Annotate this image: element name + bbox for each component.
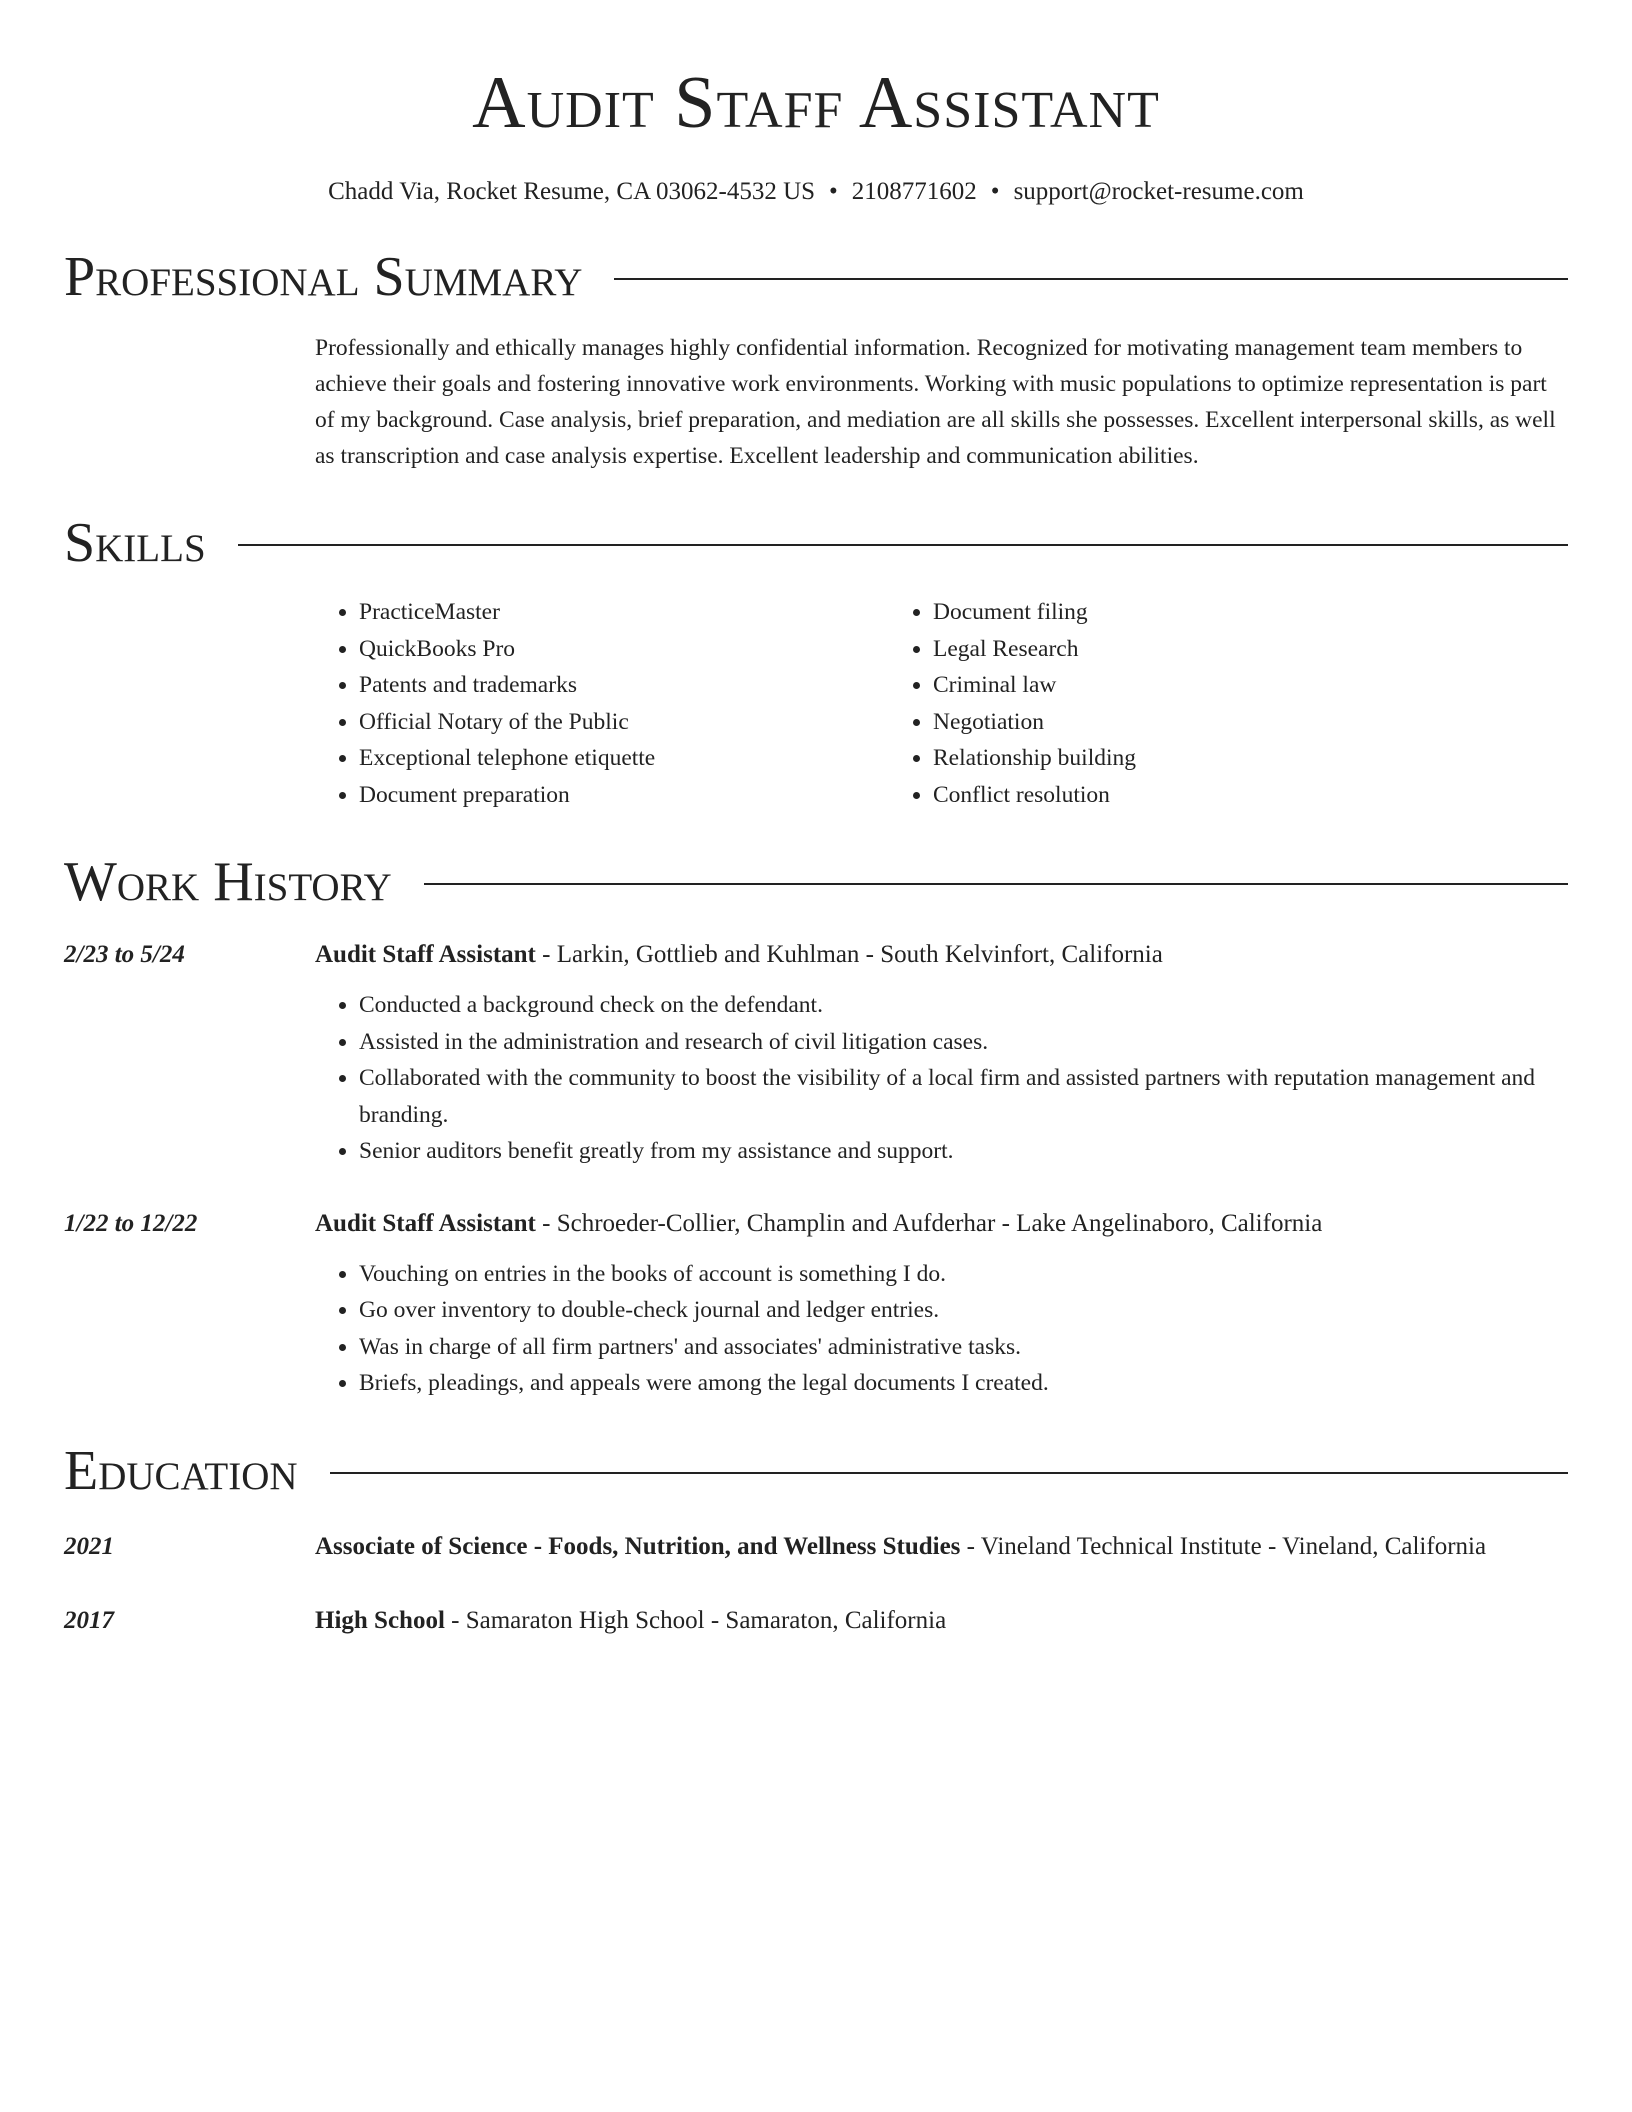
- skill-item: • Negotiation: [933, 704, 1568, 741]
- contact-line: [64, 176, 1568, 208]
- education-degree: High School: [315, 1606, 445, 1634]
- job-bullet: • Was in charge of all firm partners' and associates' administrative tasks.: [359, 1329, 1568, 1366]
- work-section-header: [64, 847, 1568, 917]
- skill-item: • Official Notary of the Public: [359, 704, 889, 741]
- skill-item: • Exceptional telephone etiquette: [359, 740, 889, 777]
- skills-heading: Skills: [64, 512, 206, 574]
- skills-list: [315, 594, 1568, 813]
- job-bullets: [315, 987, 1568, 1170]
- job-entry: [64, 1206, 1568, 1402]
- section-divider: [330, 1472, 1568, 1474]
- summary-heading: Professional Summary: [64, 246, 583, 308]
- job-body: [315, 937, 1568, 1170]
- skills-section-header: [64, 508, 1568, 578]
- skill-item: • PracticeMaster: [359, 594, 889, 631]
- work-heading: Work History: [64, 851, 392, 913]
- job-date: 1/22 to 12/22: [64, 1209, 198, 1237]
- skill-item: • Patents and trademarks: [359, 667, 889, 704]
- contact-separator: •: [829, 178, 838, 205]
- education-body: [315, 1602, 1568, 1640]
- skills-column-2: [889, 594, 1568, 813]
- job-title: Audit Staff Assistant: [315, 1209, 536, 1237]
- job-bullets: [315, 1256, 1568, 1402]
- job-bullet: • Assisted in the administration and research of civil litigation cases.: [359, 1024, 1568, 1061]
- contact-separator: •: [990, 178, 1000, 205]
- job-bullet: • Conducted a background check on the defendant.: [359, 987, 1568, 1024]
- skill-item: • Document preparation: [359, 777, 889, 814]
- education-details: - Samaraton High School - Samaraton, California: [444, 1606, 947, 1634]
- job-bullet: • Senior auditors benefit greatly from my assistance and support.: [359, 1133, 1568, 1170]
- section-divider: [614, 278, 1568, 280]
- education-entry: [64, 1528, 1568, 1566]
- education-date: 2017: [64, 1606, 114, 1634]
- job-heading: [315, 1206, 1568, 1242]
- education-details: - Vineland Technical Institute - Vineland, California: [960, 1532, 1487, 1560]
- skill-item: • Relationship building: [933, 740, 1568, 777]
- job-details: - Larkin, Gottlieb and Kuhlman - South Kelvinfort, California: [535, 941, 1163, 968]
- contact-address: Chadd Via, Rocket Resume, CA 03062-4532 US: [328, 178, 816, 205]
- resume-title: Audit Staff Assistant: [472, 62, 1160, 144]
- skills-column-1: [315, 594, 889, 813]
- contact-email: support@rocket-resume.com: [1013, 178, 1304, 205]
- section-divider: [424, 883, 1568, 885]
- job-bullet: • Vouching on entries in the books of account is something I do.: [359, 1256, 1568, 1293]
- job-bullet: • Briefs, pleadings, and appeals were among the legal documents I created.: [359, 1365, 1568, 1402]
- education-heading: Education: [64, 1439, 298, 1502]
- job-date: 2/23 to 5/24: [64, 941, 185, 968]
- summary-section-header: [64, 242, 1568, 312]
- skill-item: • Criminal law: [933, 667, 1568, 704]
- job-bullet: • Go over inventory to double-check journal and ledger entries.: [359, 1292, 1568, 1329]
- job-body: [315, 1206, 1568, 1402]
- job-title: Audit Staff Assistant: [315, 941, 536, 968]
- job-entry: [64, 937, 1568, 1170]
- skill-item: • QuickBooks Pro: [359, 631, 889, 668]
- education-body: [315, 1528, 1568, 1566]
- education-date: 2021: [64, 1532, 114, 1560]
- education-section-header: [64, 1436, 1568, 1506]
- education-degree: Associate of Science - Foods, Nutrition, and Wellness Studies: [315, 1532, 961, 1560]
- section-divider: [238, 544, 1568, 546]
- job-details: - Schroeder-Collier, Champlin and Aufderhar - Lake Angelinaboro, California: [535, 1209, 1323, 1237]
- skill-item: • Legal Research: [933, 631, 1568, 668]
- summary-text: Professionally and ethically manages highly confidential information. Recognized for motivating management team members to achieve their goals and fostering innovative work environments. Working with music populations to optimize representation is part of my background. Case analysis, brief preparation, and mediation are all skills she possesses. Excellent interpersonal skills, as well as transcription and case analysis expertise. Excellent leadership and communication abilities.: [315, 335, 1556, 469]
- education-entry: [64, 1602, 1568, 1640]
- contact-phone: 2108771602: [851, 178, 977, 205]
- skill-item: • Document filing: [933, 594, 1568, 631]
- job-bullet: • Collaborated with the community to boost the visibility of a local firm and assisted partners with reputation management and branding.: [359, 1060, 1568, 1133]
- job-heading: [315, 937, 1568, 973]
- skill-item: • Conflict resolution: [933, 777, 1568, 814]
